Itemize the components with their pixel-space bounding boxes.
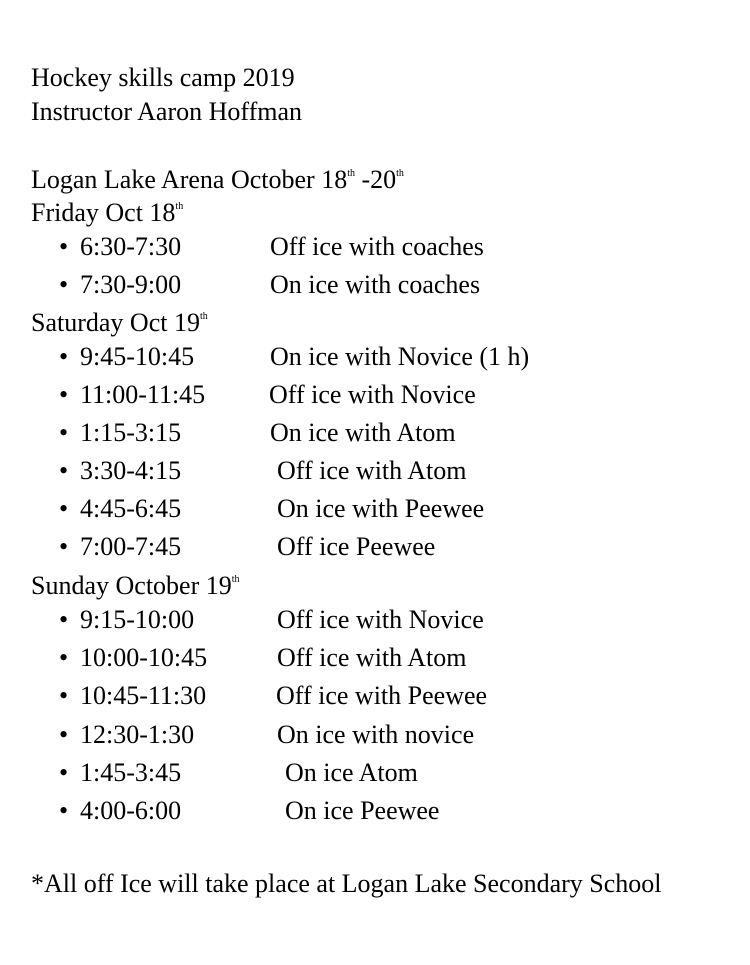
day-heading-sunday <box>31 571 240 601</box>
day-heading-saturday <box>31 308 208 338</box>
footnote: *All off Ice will take place at Logan Lake Secondary School <box>31 869 662 898</box>
session-activity: On ice Peewee <box>285 796 440 825</box>
session-time: 1:15-3:15 <box>80 418 182 447</box>
session-activity: On ice with Peewee <box>277 494 485 523</box>
session-time: 4:45-6:45 <box>80 494 182 523</box>
bullet-icon: • <box>59 796 69 825</box>
day-sup: th <box>175 201 184 212</box>
session-time: 10:00-10:45 <box>80 643 208 672</box>
session-time: 7:00-7:45 <box>80 532 182 561</box>
session-activity: Off ice with Novice <box>277 605 484 634</box>
session-time: 9:15-10:00 <box>80 605 195 634</box>
day-label: Sunday October 19 <box>31 571 232 600</box>
venue-range-end: -20 <box>354 165 397 194</box>
session-activity: On ice Atom <box>285 758 418 787</box>
bullet-icon: • <box>59 605 69 634</box>
session-activity: Off ice with Atom <box>277 643 467 672</box>
venue-sup-end: th <box>396 168 404 179</box>
instructor-line: Instructor Aaron Hoffman <box>31 97 303 126</box>
session-time: 10:45-11:30 <box>80 681 207 710</box>
bullet-icon: • <box>59 532 69 561</box>
venue-text: Logan Lake Arena October 18 <box>31 165 348 194</box>
bullet-icon: • <box>59 418 69 447</box>
day-heading-friday <box>31 198 183 228</box>
session-activity: Off ice with coaches <box>270 232 484 261</box>
bullet-icon: • <box>59 342 69 371</box>
bullet-icon: • <box>59 720 69 749</box>
venue-sup-start: th <box>347 168 355 179</box>
session-activity: On ice with coaches <box>270 270 481 299</box>
day-sup: th <box>231 574 240 585</box>
session-time: 12:30-1:30 <box>80 720 195 749</box>
session-time: 4:00-6:00 <box>80 796 182 825</box>
session-activity: On ice with Atom <box>270 418 456 447</box>
bullet-icon: • <box>59 456 69 485</box>
session-activity: Off ice Peewee <box>277 532 436 561</box>
session-activity: On ice with novice <box>277 720 475 749</box>
bullet-icon: • <box>59 494 69 523</box>
session-time: 3:30-4:15 <box>80 456 182 485</box>
session-time: 9:45-10:45 <box>80 342 195 371</box>
bullet-icon: • <box>59 270 69 299</box>
bullet-icon: • <box>59 681 69 710</box>
session-activity: On ice with Novice (1 h) <box>270 342 530 371</box>
session-activity: Off ice with Novice <box>269 380 476 409</box>
session-time: 1:45-3:45 <box>80 758 182 787</box>
venue-line <box>31 165 404 195</box>
bullet-icon: • <box>59 758 69 787</box>
session-time: 7:30-9:00 <box>80 270 182 299</box>
day-sup: th <box>199 311 208 322</box>
bullet-icon: • <box>59 380 69 409</box>
camp-title: Hockey skills camp 2019 <box>31 63 295 92</box>
session-time: 11:00-11:45 <box>80 380 206 409</box>
day-label: Friday Oct 18 <box>31 198 176 227</box>
session-time: 6:30-7:30 <box>80 232 182 261</box>
session-activity: Off ice with Peewee <box>276 681 488 710</box>
day-label: Saturday Oct 19 <box>31 308 200 337</box>
bullet-icon: • <box>59 643 69 672</box>
session-activity: Off ice with Atom <box>277 456 467 485</box>
bullet-icon: • <box>59 232 69 261</box>
